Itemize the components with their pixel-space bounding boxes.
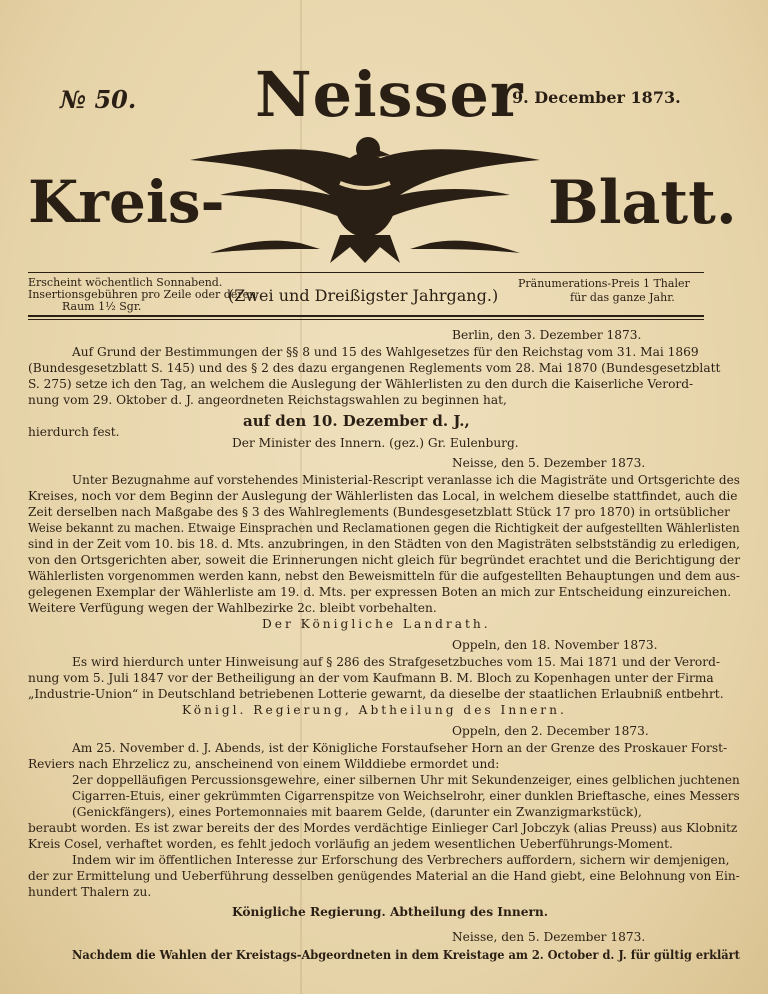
text-line: Am 25. November d. J. Abends, ist der Königliche Forstaufseher Horn an der Grenze des Proskauer Forst-	[72, 741, 728, 755]
eagle-emblem-icon	[180, 125, 550, 265]
text-line: hundert Thalern zu.	[28, 885, 152, 899]
divider	[28, 319, 704, 320]
issue-number: № 50.	[60, 85, 137, 114]
dateline: Neisse, den 5. Dezember 1873.	[452, 930, 646, 944]
text-line: Auf Grund der Bestimmungen der §§ 8 und 15 des Wahlgesetzes für den Reichstag vom 31. Mai 1869	[72, 345, 699, 359]
dateline: Neisse, den 5. Dezember 1873.	[452, 456, 646, 470]
signature-line: Königliche Regierung. Abtheilung des Innern.	[232, 905, 548, 919]
subscription-price: Pränumerations-Preis 1 Thaler für das ganze Jahr.	[518, 277, 690, 304]
publication-info: Erscheint wöchentlich Sonnabend. Insertionsgebühren pro Zeile oder deren Raum 1½ Sgr.	[28, 276, 257, 313]
text-line: beraubt worden. Es ist zwar bereits der des Mordes verdächtige Einlieger Carl Jobczyk (alias Preuss) aus Klobnitz	[28, 821, 738, 835]
text-line: gelegenen Exemplar der Wählerliste am 19. d. Mts. per expressen Boten an mich zur Entscheidung einzureichen.	[28, 585, 732, 599]
text-line: der zur Ermittelung und Ueberführung desselben genügendes Material an die Hand giebt, eine Belohnung von Ein-	[28, 869, 740, 883]
text-line: (Genickfängers), eines Portemonnaies mit baarem Gelde, (darunter ein Zwanzigmarkstück),	[72, 805, 642, 819]
text-line: Cigarren-Etuis, einer gekrümmten Cigarrenspitze von Weichselrohr, einer dunklen Brieftasche, eines Messers	[72, 789, 740, 803]
text-line: Weitere Verfügung wegen der Wahlbezirke 2c. bleibt vorbehalten.	[28, 601, 437, 615]
text-line: Kreis Cosel, verhaftet worden, es fehlt jedoch vorläufig an jedem wesentlichen Ueberführungs-Moment.	[28, 837, 673, 851]
dateline: Oppeln, den 2. December 1873.	[452, 724, 649, 738]
masthead-title-right: Blatt.	[548, 168, 737, 238]
text-line: nung vom 5. Juli 1847 vor der Betheiligung an der vom Kaufmann B. M. Bloch zu Kopenhagen unter der Firma	[28, 671, 714, 685]
text-line: nung vom 29. Oktober d. J. angeordneten Reichstagswahlen zu beginnen hat,	[28, 393, 507, 407]
masthead-title-top: Neisser	[255, 58, 524, 131]
dateline: Oppeln, den 18. November 1873.	[452, 638, 658, 652]
signature-line: Königl. Regierung, Abtheilung des Innern.	[182, 703, 567, 717]
text-line: Es wird hierdurch unter Hinweisung auf § 286 des Strafgesetzbuches vom 15. Mai 1871 und der Verord-	[72, 655, 720, 669]
highlight-date: auf den 10. Dezember d. J.,	[243, 412, 470, 430]
text-line: Zeit derselben nach Maßgabe des § 3 des Wahlreglements (Bundesgesetzblatt Stück 17 pro 1870) in ortsüblicher	[28, 505, 731, 519]
divider	[28, 272, 704, 273]
dateline: Berlin, den 3. Dezember 1873.	[452, 328, 642, 342]
divider	[28, 315, 704, 317]
text-line: „Industrie-Union“ in Deutschland betriebenen Lotterie gewarnt, da dieselbe der staatlichen Erlaubniß entbehrt.	[28, 687, 724, 701]
issue-date: 9. December 1873.	[512, 88, 681, 107]
masthead-title-left: Kreis-	[28, 168, 225, 236]
text-line: von den Ortsgerichten aber, soweit die Erinnerungen nicht gleich für begründet erachtet und die Berichtigung der	[28, 553, 741, 567]
text-line: Indem wir im öffentlichen Interesse zur Erforschung des Verbrechers auffordern, sichern wir demjenigen,	[72, 853, 730, 867]
text-line: hierdurch fest.	[28, 425, 120, 439]
text-line: S. 275) setze ich den Tag, an welchem die Auslegung der Wählerlisten zu den durch die Kaiserliche Verord-	[28, 377, 694, 391]
text-line: Reviers nach Ehrzelicz zu, anscheinend von einem Wilddiebe ermordet und:	[28, 757, 500, 771]
text-line: Unter Bezugnahme auf vorstehendes Ministerial-Rescript veranlasse ich die Magisträte und Ortsgerichte des	[72, 473, 740, 487]
text-line: Nachdem die Wahlen der Kreistags-Abgeordneten in dem Kreistage am 2. October d. J. für gültig erklärt	[72, 948, 740, 962]
text-line: Weise bekannt zu machen. Etwaige Einsprachen und Reclamationen gegen die Richtigkeit der aufgestellten Wählerlisten	[28, 521, 740, 535]
signature-line: Der Königliche Landrath.	[262, 617, 491, 631]
text-line: Wählerlisten vorgenommen werden kann, nebst den Beweismitteln für die aufgestellten Behauptungen und dem aus-	[28, 569, 740, 583]
text-line: sind in der Zeit vom 10. bis 18. d. Mts. anzubringen, in den Städten von den Magisträten selbstständig zu erledigen,	[28, 537, 740, 551]
signature-line: Der Minister des Innern. (gez.) Gr. Eulenburg.	[232, 436, 519, 450]
edition-label: (Zwei und Dreißigster Jahrgang.)	[228, 286, 499, 305]
text-line: 2er doppelläufigen Percussionsgewehre, einer silbernen Uhr mit Sekundenzeiger, eines gelblichen juchtenen	[72, 773, 740, 787]
text-line: (Bundesgesetzblatt S. 145) und des § 2 des dazu ergangenen Reglements vom 28. Mai 1870 (Bundesgesetzblatt	[28, 361, 721, 375]
text-line: Kreises, noch vor dem Beginn der Auslegung der Wählerlisten das Local, in welchem dieselbe stattfindet, auch die	[28, 489, 738, 503]
